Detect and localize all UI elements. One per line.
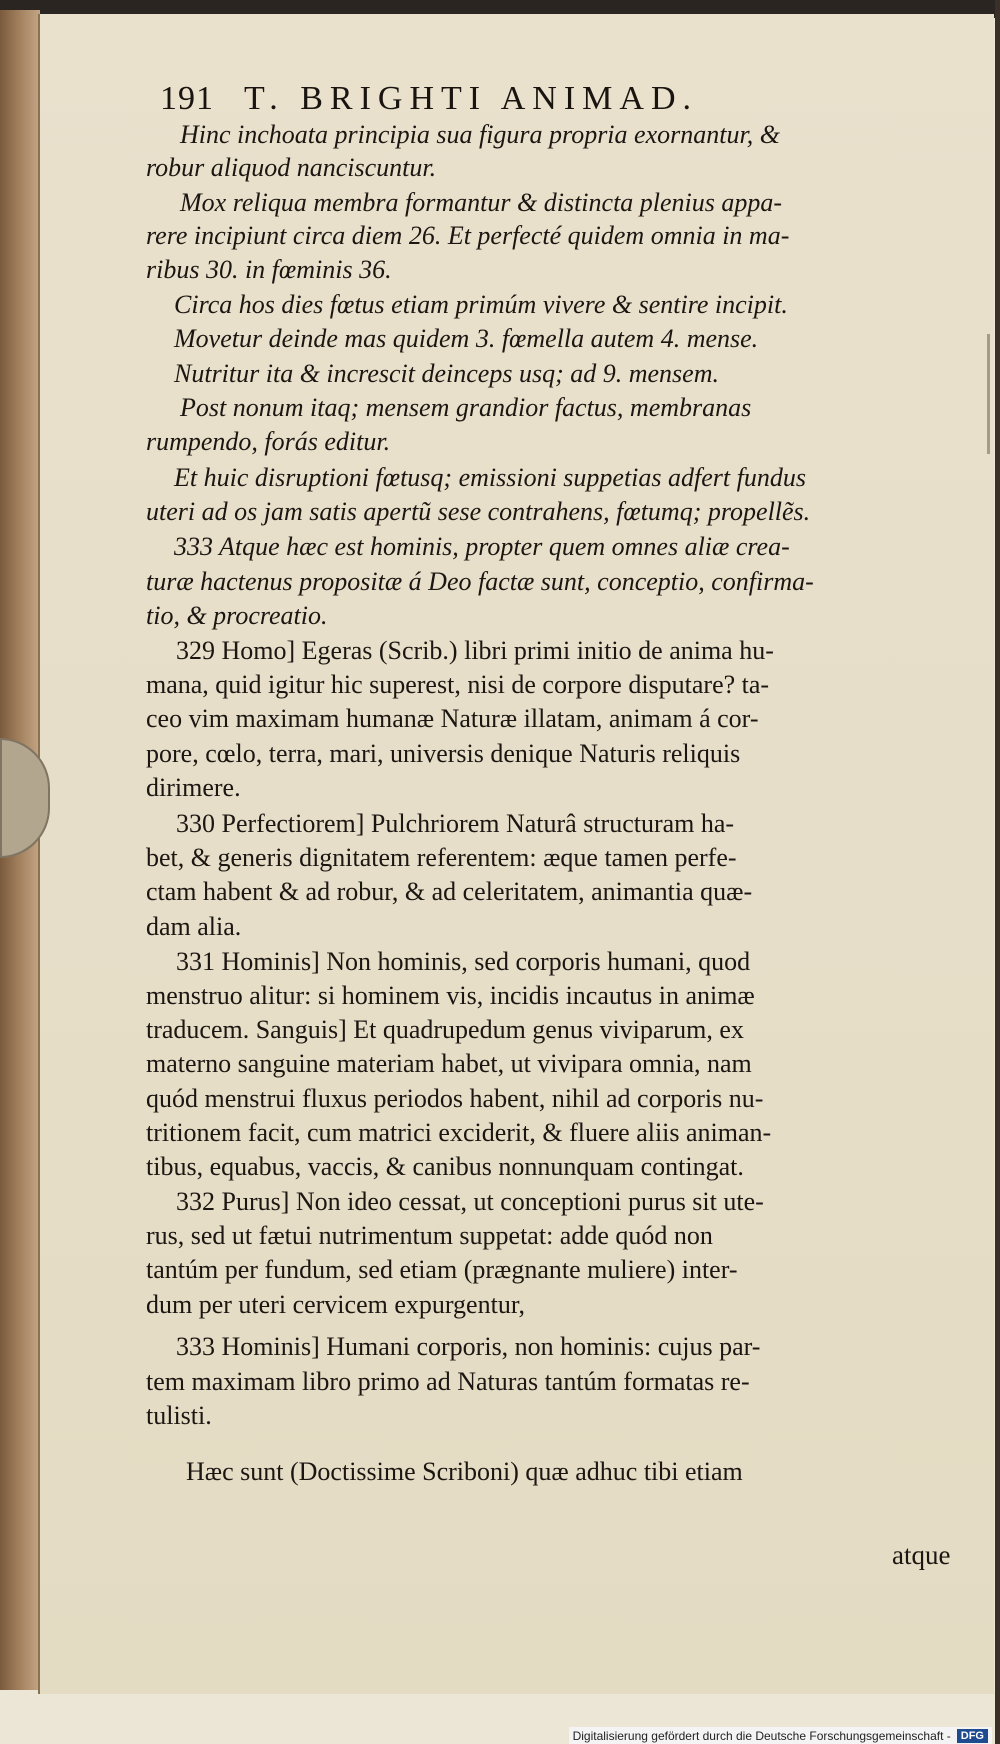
text-line: tem maximam libro primo ad Naturas tantúm formatas re- [146, 1367, 750, 1396]
text-line: Movetur deinde mas quidem 3. fœmella autem 4. mense. [174, 324, 759, 353]
text-line: Circa hos dies fœtus etiam primúm vivere & sentire incipit. [174, 290, 788, 319]
text-line: tibus, equabus, vaccis, & canibus nonnunquam contingat. [146, 1152, 744, 1181]
text-line: uteri ad os jam satis apertũ sese contrahens, fœtumq; propellẽs. [146, 497, 811, 526]
text-line: dum per uteri cervicem expurgentur, [146, 1290, 525, 1319]
text-line: traducem. Sanguis] Et quadrupedum genus viviparum, ex [146, 1015, 744, 1044]
text-line: Mox reliqua membra formantur & distincta plenius appa- [180, 188, 783, 217]
text-line: 333 Atque hæc est hominis, propter quem omnes aliæ crea- [174, 532, 790, 561]
text-line: Hinc inchoata principia sua figura propria exornantur, & [180, 120, 780, 149]
text-line: Nutritur ita & increscit deinceps usq; ad 9. mensem. [174, 359, 719, 388]
text-line: 330 Perfectiorem] Pulchriorem Naturâ structuram ha- [176, 809, 735, 838]
text-line: mana, quid igitur hic superest, nisi de corpore disputare? ta- [146, 670, 770, 699]
text-line: rere incipiunt circa diem 26. Et perfecté quidem omnia in ma- [146, 221, 790, 250]
text-line: ctam habent & ad robur, & ad celeritatem, animantia quæ- [146, 877, 753, 906]
text-line: dirimere. [146, 773, 241, 802]
text-line: tantúm per fundum, sed etiam (prægnante muliere) inter- [146, 1255, 738, 1284]
digitization-credit: Digitalisierung gefördert durch die Deutsche Forschungsgemeinschaft - [572, 1728, 951, 1743]
text-line: tio, & procreatio. [146, 601, 328, 630]
text-line: tritionem facit, cum matrici exciderit, & fluere aliis animan- [146, 1118, 772, 1147]
page-number: 191 [160, 80, 214, 117]
text-line: turæ hactenus propositæ á Deo factæ sunt, conceptio, confirma- [146, 567, 814, 596]
text-line: pore, cœlo, terra, mari, universis denique Naturis reliquis [146, 739, 741, 768]
text-line: rus, sed ut fætui nutrimentum suppetat: adde quód non [146, 1221, 713, 1250]
text-line: menstruo alitur: si hominem vis, incidis incautus in animæ [146, 981, 755, 1010]
text-line: ribus 30. in fœminis 36. [146, 255, 392, 284]
text-line: quód menstrui fluxus periodos habent, nihil ad corporis nu- [146, 1084, 764, 1113]
text-line: rumpendo, forás editur. [146, 427, 391, 456]
dfg-logo: DFG [957, 1729, 988, 1743]
text-line: dam alia. [146, 912, 242, 941]
text-line: Et huic disruptioni fœtusq; emissioni suppetias adfert fundus [174, 463, 806, 492]
text-line: 329 Homo] Egeras (Scrib.) libri primi initio de anima hu- [176, 636, 774, 665]
text-line: ceo vim maximam humanæ Naturæ illatam, animam á cor- [146, 704, 759, 733]
text-line: tulisti. [146, 1401, 212, 1430]
text-line: materno sanguine materiam habet, ut vivipara omnia, nam [146, 1049, 752, 1078]
text-line: bet, & generis dignitatem referentem: æque tamen perfe- [146, 843, 737, 872]
text-line: 332 Purus] Non ideo cessat, ut conceptioni purus sit ute- [176, 1187, 764, 1216]
text-line: 333 Hominis] Humani corporis, non hominis: cujus par- [176, 1332, 761, 1361]
running-title: T. BRIGHTI ANIMAD. [244, 80, 699, 117]
text-line: Post nonum itaq; mensem grandior factus, membranas [180, 393, 752, 422]
catchword: atque [892, 1540, 951, 1570]
text-line: Hæc sunt (Doctissime Scriboni) quæ adhuc tibi etiam [186, 1457, 743, 1486]
text-line: 331 Hominis] Non hominis, sed corporis humani, quod [176, 947, 751, 976]
digitization-footer [569, 1727, 992, 1744]
text-line: robur aliquod nanciscuntur. [146, 153, 437, 182]
